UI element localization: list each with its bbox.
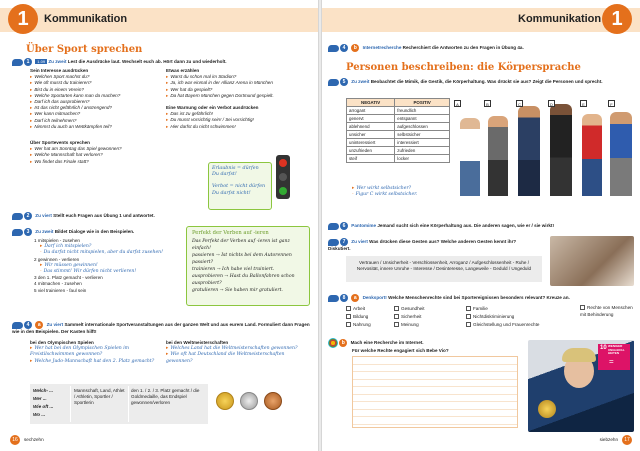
question-word: Wer ... (33, 396, 47, 401)
item-number: 2 (34, 256, 37, 262)
person-a-photo (460, 118, 480, 196)
narrate-phrases: Etwas erzählen ▸ Warst du schon mal im Stadion? ▸ Ja, ich war einmal in der Allianz Arena in München ▸ Wer hat da gespielt? ▸ Da hat Bayern München gegen Dortmund gespielt. Eine Warnung oder ein Verbot ausdrücken ▸ Das ist zu gefährlich! ▸ Du musst vorsichtig sein! / Sei vorsichtig! ▸ Hier darfst du nicht schwimmen! (166, 68, 314, 130)
checkbox-label: Gesundheit (401, 306, 425, 311)
phrase-item: Wer kann mitmachen? (34, 111, 81, 117)
checkbox-label: Rechte von Menschen mit Behinderung (580, 305, 633, 317)
event-title: bei den Weltmeisterschaften (166, 340, 229, 345)
phrase-item: Nimmst du auch an Wettkämpfen teil? (34, 123, 112, 129)
checkbox-label: Meinung (401, 322, 419, 327)
cell: steif (347, 155, 395, 163)
permission-rule: Erlaubnis = dürfen (212, 166, 259, 171)
checklist-row (346, 305, 576, 313)
table-row (347, 131, 450, 139)
traffic-light-icon (276, 155, 290, 199)
item-number: 3 (34, 275, 37, 281)
question-word: Wie oft ... (33, 404, 54, 409)
exercise-number: 7 (340, 238, 348, 246)
checkbox-item[interactable] (466, 305, 576, 313)
checkbox-item[interactable] (394, 305, 466, 313)
right-page (322, 0, 640, 451)
instruction-mode: Zu zweit (48, 59, 67, 65)
checkbox-item[interactable] (394, 321, 466, 329)
bronze-medal-icon (264, 392, 282, 410)
exercise-number: 3 (24, 228, 32, 236)
phrase-item: Warst du schon mal im Stadion? (170, 74, 237, 80)
grammar-box-title: Perfekt der Verben auf -ieren (192, 230, 269, 236)
phrase-item: Bist du in einem Verein? (34, 86, 84, 92)
checkbox-label: Nichtdiskriminierung (473, 314, 515, 319)
page-number-word: siebzehn (599, 436, 618, 442)
person-f-photo (610, 112, 632, 196)
checkbox-label: Sicherheit (401, 314, 422, 319)
event-title: bei den Olympischen Spielen (30, 340, 94, 345)
speech-icon (12, 322, 23, 329)
cell: interessiert (395, 139, 450, 147)
person-label: A (454, 100, 461, 107)
grammar-line: ausprobieren → Hast du Ballonfahren schon ausprobiert? (192, 274, 295, 286)
item-number: 1 (34, 238, 37, 243)
cell: zufrieden (395, 147, 450, 155)
phrase-item: Das ist zu gefährlich! (170, 111, 213, 117)
table-row (347, 147, 450, 155)
phrase-list-interest: ▸ Welchen Sport machst du? ▸ Wie oft musst du trainieren? ▸ Bist du in einem Verein? ▸ Welche Sportarten kann man da machen? ▸ Darf ich das ausprobieren? ▸ Ist das nicht gefährlich / anstrengend? ▸ Wer kann mitmachen? ▸ Darf ich teilnehmen? ▸ Nimmst du auch an Wettkämpfen teil? (30, 74, 121, 129)
medal-icon (538, 400, 556, 418)
person-label: F (608, 100, 615, 107)
exercise-4a-instruction (12, 321, 312, 335)
table-row (347, 107, 450, 115)
exercise-5-examples: ▸ Wer wirkt selbstsicher? - Figur C wirkt selbstsicher. (352, 186, 418, 198)
question-word: Wo ... (33, 412, 46, 417)
phrase-item: Welche Sportarten kann man da machen? (34, 92, 121, 98)
chapter-title: Kommunikation (44, 13, 128, 25)
question-words (33, 387, 73, 419)
table-header-row (347, 99, 450, 107)
handwritten-example: Welches Land hat die Weltmeisterschaften gewonnen? (170, 346, 298, 352)
checkbox-label: Nahrung (353, 322, 371, 327)
exercise-4b-instruction (328, 44, 628, 52)
result-phrases: den 1. / 2. / 3. Platz gemacht / die Goldmedaille, das Endspiel gewonnen/verloren (131, 388, 200, 406)
phrase-item: Da hat Bayern München gegen Dortmund gespielt. (170, 92, 274, 98)
instruction-text: Mach eine Recherche im Internet. (350, 340, 424, 346)
exercise-3 (12, 228, 182, 294)
person-d-photo (550, 104, 572, 196)
speech-icon (328, 223, 339, 230)
speech-icon (12, 213, 23, 220)
section-title: Personen beschreiben: die Körpersprache (346, 62, 581, 73)
phrase-item: Wo findet das Finale statt? (34, 158, 89, 164)
grammar-box-perfekt (186, 226, 310, 306)
checkbox-label: Familie (473, 306, 488, 311)
checklist-row (346, 321, 576, 329)
phrase-group-title: Etwas erzählen (166, 68, 200, 73)
equality-icon: = (609, 357, 614, 366)
instruction-text: Was drücken diese Gesten aus? Welche anderen Gesten kennt ihr? Diskutiert. (328, 239, 517, 251)
table-row (347, 115, 450, 123)
table-row (347, 155, 450, 163)
phrase-item: Wer hat da gespielt? (170, 86, 213, 92)
speech-icon (328, 239, 339, 246)
speech-icon (12, 59, 23, 66)
exercise-number: 6 (340, 222, 348, 230)
grammar-box-body (192, 238, 308, 294)
phrase-item: Welche Mannschaft hat verloren? (34, 152, 103, 158)
instruction-mode: Zu viert (351, 239, 368, 245)
exercise-7-instruction (328, 238, 538, 252)
section-title: Über Sport sprechen (26, 44, 143, 55)
cell: uninteressiert (347, 139, 395, 147)
instruction-mode: Pantomime (351, 223, 377, 229)
exercise-number: 4 (24, 321, 32, 329)
person-label: E (580, 100, 587, 107)
cell: genervt (347, 115, 395, 123)
permission-text (212, 166, 272, 197)
table-row (347, 123, 450, 131)
instruction-text: Für welche Rechte engagiert sich Bebe Vio? (352, 348, 449, 353)
exercise-8a-instruction (328, 294, 634, 302)
instruction-text: Jemand sucht sich eine Körperhaltung aus. Die anderen sagen, wie er / sie wirkt! (377, 223, 554, 229)
speech-icon (328, 45, 339, 52)
exercise-number: 1 (24, 58, 32, 66)
checkbox-label: Arbeit (353, 306, 366, 311)
instruction-mode: Zu viert (35, 213, 52, 219)
gestures-text: Vertrauen / Unsicherheit - Verschlossenheit, Arroganz / Aufgeschlossenheit - Ruhe / Nervosität, innere Unruhe - Interesse / Desinteresse, Langeweile - Geduld / Ungeduld (356, 260, 532, 272)
speech-icon (328, 79, 339, 86)
column-header: POSITIV (395, 99, 450, 107)
item-number: 4 (34, 281, 37, 287)
cell: locker (395, 155, 450, 163)
checkbox-item[interactable] (346, 321, 394, 329)
cell: ablehnend (347, 123, 395, 131)
checkbox-label: Gleichstellung und Frauenrechte (473, 322, 540, 327)
checkbox-item[interactable] (346, 313, 394, 321)
handwritten-example: Wie oft hat Deutschland die Weltmeisterschaften gewonnen? (166, 352, 285, 364)
page-number: 16 (10, 435, 20, 445)
checkbox-item[interactable] (394, 313, 466, 321)
exercise-sub-letter: a (35, 321, 43, 329)
sdg-label: WENIGER UNGLEICH-HEITEN (608, 344, 625, 356)
grammar-line: gratulieren → Sie haben mir gratuliert. (192, 288, 283, 293)
instruction-text: Stellt euch Fragen aus Übung 1 und antwortet. (53, 213, 155, 219)
handwritten-example: Wir müssen gewinnen! (44, 262, 98, 268)
phrase-group-title: Sein Interesse ausdrücken (30, 68, 89, 73)
helper-box (30, 384, 208, 424)
phrase-item: Darf ich das ausprobieren? (34, 99, 90, 105)
phrase-item: Wie oft musst du trainieren? (34, 80, 92, 86)
phrase-item: Ist das nicht gefährlich / anstrengend? (34, 105, 112, 111)
instruction-text: Sammelt internationale Sportveranstaltungen aus der ganzen Welt und aus eurem Land. Formuliert dann Fragen wie in den Beispielen. Der Kasten hilft! (12, 322, 310, 334)
chapter-number-badge: 1 (8, 4, 38, 34)
exercise-number: 5 (340, 78, 348, 86)
speech-icon (328, 295, 339, 302)
cell: entspannt (395, 115, 450, 123)
sdg-number: 10 (600, 345, 607, 351)
handwritten-example: Wer wirkt selbstsicher? (356, 186, 412, 191)
chapter-number-badge: 1 (602, 4, 632, 34)
page-number-word: sechzehn (24, 436, 44, 442)
phrase-group-title: Eine Warnung oder ein Verbot ausdrücken (166, 105, 259, 111)
table-row (347, 139, 450, 147)
body-language-photos (454, 96, 638, 196)
handwritten-example: Wer hat bei den Olympischen Spielen im Freistilschwimmen gewonnen? (30, 346, 130, 358)
item-prompt: gewinnen - verlieren (37, 256, 80, 262)
item-prompt: den 1. Platz gemacht - verlieren (37, 275, 103, 281)
exercise-1-instruction (12, 58, 312, 66)
page-number: 17 (622, 435, 632, 445)
exercise-sub-letter: b (339, 339, 347, 347)
instruction-mode: Zu viert (46, 322, 64, 328)
instruction-text: Welche Menschenrechte sind bei Sportereignissen besonders relevant? Kreuze an. (388, 295, 570, 301)
exercise-sub-letter: b (351, 44, 359, 52)
phrase-item: Hier darfst du nicht schwimmen! (170, 123, 236, 129)
grammar-line: Das Perfekt der Verben auf -ieren ist ganz einfach! (192, 239, 290, 251)
handwritten-example: Darf ich mitspielen? (44, 244, 92, 250)
person-label: B (484, 100, 491, 107)
prohibition-example: Du darfst nicht! (212, 190, 251, 196)
exercise-number: 8 (340, 294, 348, 302)
instruction-mode: Zu zweit (35, 229, 54, 235)
phrase-item: Welchen Sport machst du? (34, 74, 90, 80)
item-prompt: mitmachen - zusehen (37, 281, 82, 287)
phrase-item: Darf ich teilnehmen? (34, 117, 77, 123)
exercise-2-instruction (12, 212, 312, 220)
gestures-photo (550, 236, 634, 286)
gestures-box (346, 256, 542, 282)
checkbox-item[interactable] (580, 305, 636, 318)
person-b-photo (488, 116, 508, 196)
attitude-table (346, 98, 450, 163)
question-word: Welch- ... (33, 388, 54, 393)
handwritten-example: Du darfst nicht mitspielen, aber du darfst zusehen! (43, 250, 163, 256)
instruction-text: Beobachtet die Mimik, die Gestik, die Körperhaltung. Was drückt sie aus? Zeigt die Personen und sprecht. (370, 79, 603, 85)
speech-icon (12, 229, 23, 236)
subject-words: Mannschaft, Land, Athlet / Athletin, Sportler / Sportlerin (74, 388, 125, 406)
item-number: 5 (34, 287, 37, 293)
silver-medal-icon (240, 392, 258, 410)
handwritten-example: Welche Judo-Mannschaft hat den 2. Platz gemacht? (34, 358, 155, 364)
dialogue-list: 1 mitspielen - zusehen ▸ Darf ich mitspielen? - Du darfst nicht mitspielen, aber du darfst zusehen! 2 gewinnen - verlieren ▸ Wir müssen gewinnen! - Das stimmt! Wir dürfen nicht verlieren! 3 den 1. Platz gemacht - verlieren 4 mitmachen - zusehen 5 viel trainieren - faul sein (34, 238, 163, 293)
olympics-column: bei den Olympischen Spielen ▸ Wer hat bei den Olympischen Spielen im Freistilschwimmen gewonnen? ▸ Welche Judo-Mannschaft hat den 2. Platz gemacht? (30, 340, 160, 365)
phrase-item: Du musst vorsichtig sein! / Sei vorsichtig! (170, 117, 254, 123)
sdg-10-badge (598, 344, 630, 370)
phrase-item: Wer hat am Sonntag das Spiel gewonnen? (34, 146, 122, 152)
cell: unzufrieden (347, 147, 395, 155)
phrase-item: Ja, ich war einmal in der Allianz Arena in München (170, 80, 273, 86)
worldcup-column: bei den Weltmeisterschaften ▸ Welches Land hat die Weltmeisterschaften gewonnen? ▸ Wie oft hat Deutschland die Weltmeisterschaften gewonnen? (166, 340, 306, 365)
instruction-mode: Denksport! (362, 295, 387, 301)
column-header: NEGATIV (347, 99, 395, 107)
instruction-text: Bildet Dialoge wie in den Beispielen. (54, 229, 135, 235)
item-prompt: mitspielen - zusehen (37, 238, 80, 243)
permission-example: Du darfst! (212, 172, 237, 178)
left-page (0, 0, 318, 451)
instruction-mode: Zu zweit (351, 79, 370, 85)
person-label: C (516, 100, 523, 107)
exercise-5-instruction (328, 78, 628, 86)
exercise-6-instruction (328, 222, 628, 230)
person-e-photo (582, 114, 602, 196)
instruction-mode: Internetrecherche (362, 45, 402, 51)
item-prompt: viel trainieren - faul sein (37, 287, 87, 293)
person-c-photo (518, 106, 540, 196)
cell: aufgeschlossen (395, 123, 450, 131)
grammar-line: trainieren → Ich habe viel trainiert. (192, 267, 275, 272)
checkbox-item[interactable] (466, 321, 576, 329)
cell: freundlich (395, 107, 450, 115)
handwritten-example: Figur C wirkt selbstsicher. (355, 192, 418, 198)
audio-track-badge[interactable]: 1.09 (37, 59, 46, 65)
exercise-number: 4 (340, 44, 348, 52)
person-label: D (548, 100, 555, 107)
checklist-row (346, 313, 576, 321)
cell: arrogant (347, 107, 395, 115)
instruction-text: Recherchiert die Antworten zu den Fragen in Übung 4a. (402, 45, 524, 51)
phrase-group-title: Über Sportevents sprechen (30, 140, 90, 146)
answer-lines[interactable] (352, 356, 518, 428)
checkbox-item[interactable] (346, 305, 394, 313)
checkbox-item[interactable] (466, 313, 576, 321)
handwritten-example: Das stimmt! Wir dürfen nicht verlieren! (43, 269, 137, 275)
human-rights-checklist (346, 305, 576, 329)
grammar-line: passieren → Ist nichts bei dem Autorennen passiert? (192, 253, 292, 265)
exercise-number: 2 (24, 212, 32, 220)
gold-medal-icon (216, 392, 234, 410)
cell: unsicher (347, 131, 395, 139)
sdg-wheel-icon (328, 338, 338, 348)
interest-phrases: Sein Interesse ausdrücken ▸ Welchen Sport machst du? ▸ Wie oft musst du trainieren? ▸ Bist du in einem Verein? ▸ Welche Sportarten kann man da machen? ▸ Darf ich das ausprobieren? ▸ Ist das nicht gefährlich / anstrengend? ▸ Wer kann mitmachen? ▸ Darf ich teilnehmen? ▸ Nimmst du auch an Wettkämpfen teil? Über Sportevents sprechen ▸ Wer hat am Sonntag das Spiel gewonnen? ▸ Welche Mannschaft hat verloren? ▸ Wo findet das Finale statt? (30, 68, 160, 165)
chapter-title: Kommunikation (518, 13, 602, 25)
exercise-sub-letter: a (351, 294, 359, 302)
prohibition-rule: Verbot = nicht dürfen (212, 184, 266, 190)
exercise-8b-instruction (328, 338, 508, 354)
permission-box (208, 162, 272, 210)
instruction-text: Lest die Ausdrücke laut. Wechselt euch ab. Hört dann zu und wiederholt. (67, 59, 227, 65)
cell: selbstsicher (395, 131, 450, 139)
checkbox-label: Bildung (353, 314, 369, 319)
